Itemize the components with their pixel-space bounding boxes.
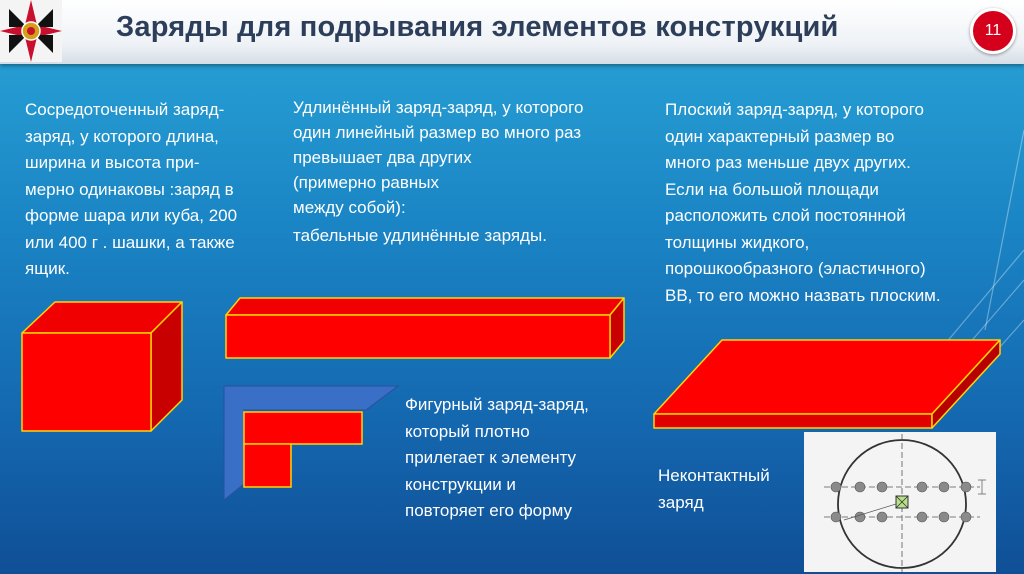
noncontact-charge-text: Неконтактный заряд [658,466,770,512]
shaped-charge-text: Фигурный заряд-заряд, который плотно прилегает к элементу конструкции и повторяет его форму [405,395,589,520]
noncontact-charge-diagram [804,432,996,572]
cube-charge-shape [22,302,182,431]
page-number-badge: 11 [970,8,1016,54]
flat-charge-shape [654,340,1000,428]
elongated-charge-shape [226,298,624,358]
elongated-charge-text: Удлинённый заряд-заряд, у которого один линейный размер во много раз превышает два других (примерно равных между собой): табельные удлинённые заряды. [293,98,584,245]
shaped-charge-shape [224,386,398,500]
concentrated-charge-text: Сосредоточенный заряд- заряд, у которого длина, ширина и высота при- мерно одинаковы :заряд в форме шара или куба, 200 или 400 г . шашки, а также ящик. [25,100,238,278]
flat-charge-text: Плоский заряд-заряд, у которого один характерный размер во много раз меньше двух других. Если на большой площади расположить слой постоянной толщины жидкого, порошкообразного (эластичного) ВВ, то его можно назвать плоским. [665,100,941,305]
page-title: Заряды для подрывания элементов конструкций [116,11,839,43]
